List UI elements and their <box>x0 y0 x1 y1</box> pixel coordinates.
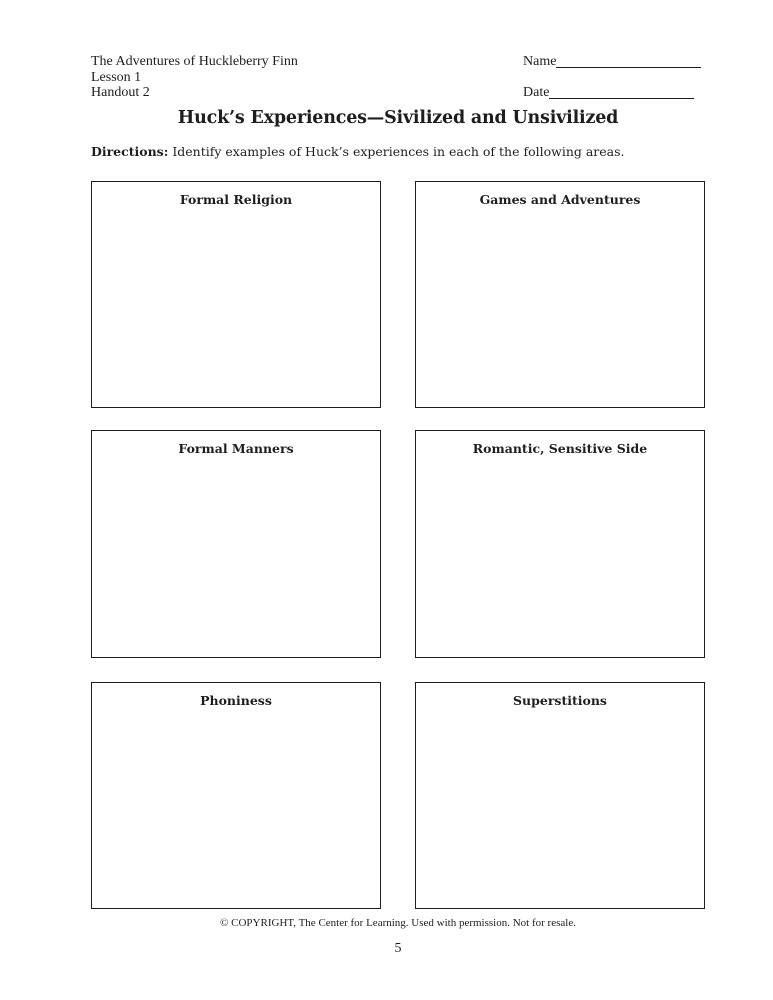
name-label: Name <box>523 54 557 69</box>
lesson-label: Lesson 1 <box>91 69 142 85</box>
page-number: 5 <box>394 941 402 956</box>
page-title: Huck’s Experiences—Sivilized and Unsivilized <box>177 108 619 128</box>
copyright-notice: © COPYRIGHT, The Center for Learning. Used with permission. Not for resale. <box>220 917 576 929</box>
name-line[interactable] <box>556 55 701 68</box>
box-title: Superstitions <box>513 693 607 708</box>
name-field[interactable] <box>523 54 701 70</box>
box-title: Formal Religion <box>179 192 293 207</box>
directions-text: Identify examples of Huck’s experiences in each of the following areas. <box>168 144 625 159</box>
book-title: The Adventures of Huckleberry Finn <box>91 54 298 69</box>
box-formal-religion[interactable] <box>91 181 381 408</box>
box-superstitions[interactable] <box>415 682 705 909</box>
box-title: Games and Adventures <box>479 192 641 207</box>
box-phoniness[interactable] <box>91 682 381 909</box>
header-right <box>523 54 701 101</box>
box-games-and-adventures[interactable] <box>415 181 705 408</box>
header-left <box>91 54 298 101</box>
date-label: Date <box>523 85 550 100</box>
box-formal-manners[interactable] <box>91 430 381 658</box>
box-romantic-sensitive-side[interactable] <box>415 430 705 658</box>
box-title: Phoniness <box>200 693 272 708</box>
directions-label: Directions: <box>91 144 169 159</box>
date-field[interactable] <box>523 85 701 101</box>
directions <box>91 144 625 159</box>
box-title: Romantic, Sensitive Side <box>472 441 648 456</box>
handout-label: Handout 2 <box>91 85 150 100</box>
box-title: Formal Manners <box>178 441 294 456</box>
date-line[interactable] <box>549 86 694 99</box>
